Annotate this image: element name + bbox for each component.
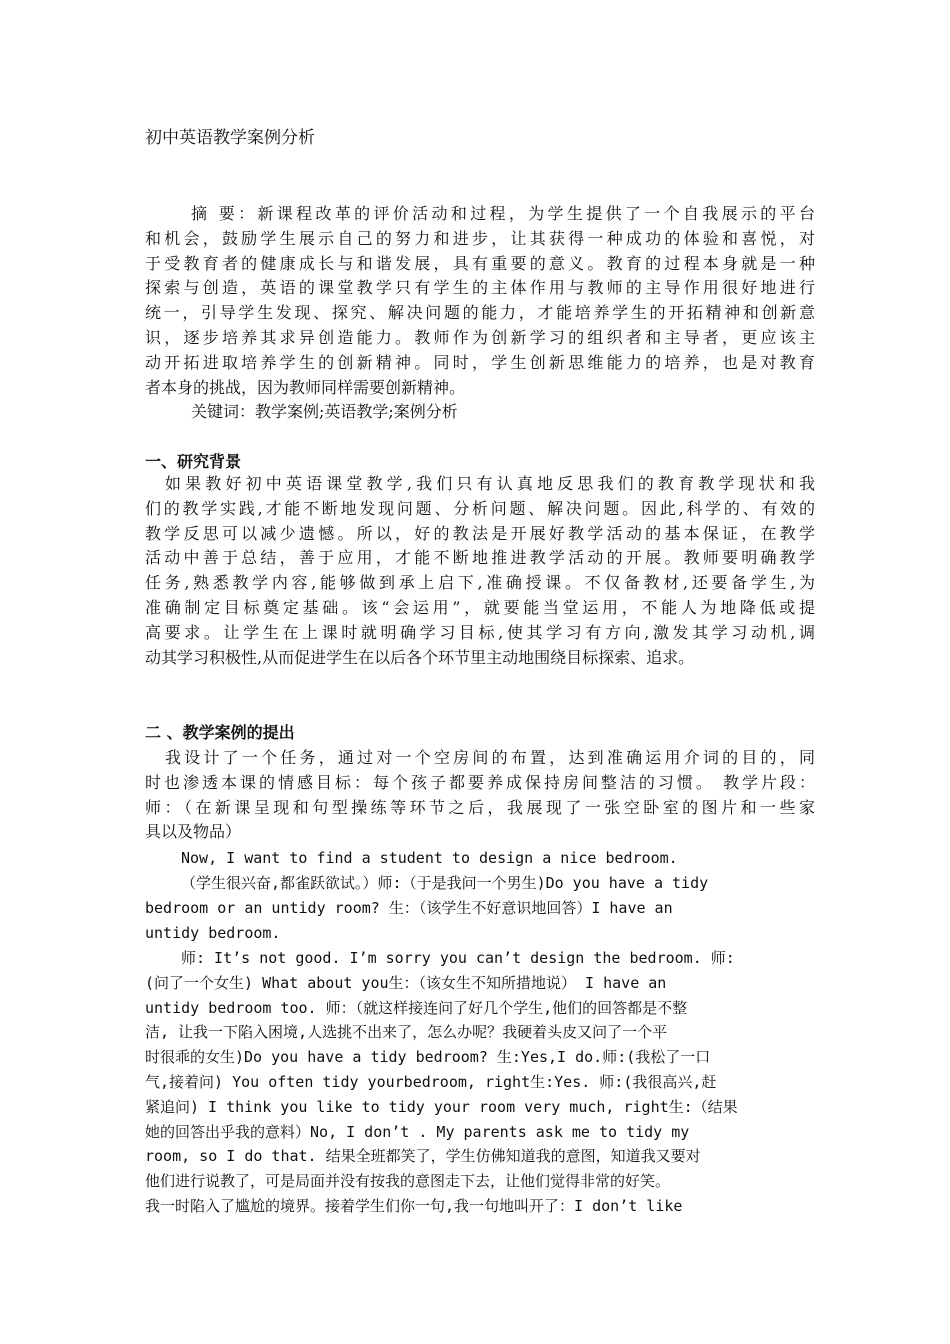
abstract-line: 识，逐步培养其求异创造能力。教师作为创新学习的组织者和主导者，更应该主	[145, 327, 815, 347]
abstract-line: 动开拓进取培养学生的创新精神。同时，学生创新思维能力的培养，也是对教育	[145, 352, 815, 372]
paragraph-line: 如果教好初中英语课堂教学,我们只有认真地反思我们的教育教学现状和我	[165, 474, 815, 493]
dialogue-line: room, so I do that. 结果全班都笑了，学生仿佛知道我的意图，知道我又要对	[145, 1147, 701, 1166]
paragraph-line: 时也渗透本课的情感目标：每个孩子都要养成保持房间整洁的习惯。 教学片段：	[145, 772, 815, 792]
dialogue-line: 她的回答出乎我的意料）No, I don’t . My parents ask me to tidy my	[145, 1122, 690, 1141]
paragraph-line: 动其学习积极性,从而促进学生在以后各个环节里主动地围绕目标探索、追求。	[145, 647, 695, 667]
abstract-line: 于受教育者的健康成长与和谐发展，具有重要的意义。教育的过程本身就是一种	[145, 253, 815, 273]
document-title: 初中英语教学案例分析	[145, 128, 315, 148]
paragraph-line: 教学反思可以减少遗憾。所以，好的教法是开展好教学活动的基本保证，在教学	[145, 523, 815, 543]
paragraph-line: 具以及物品）	[145, 822, 242, 842]
abstract-line: 统一，引导学生发现、探究、解决问题的能力，才能培养学生的开拓精神和创新意	[145, 303, 815, 323]
section-heading-case: 二 、教学案例的提出	[145, 723, 295, 742]
dialogue-paragraph	[145, 846, 815, 871]
dialogue-paragraph	[145, 946, 815, 1219]
section-heading-background: 一、研究背景	[145, 452, 242, 471]
abstract-paragraph	[145, 202, 815, 425]
keywords-line: 关键词：教学案例;英语教学;案例分析	[191, 402, 458, 422]
dialogue-line: 气,接着问) You often tidy yourbedroom, right生:Yes. 师:(我很高兴,赶	[145, 1072, 717, 1091]
case-intro-paragraph	[145, 746, 815, 845]
paragraph-line: 准确制定目标奠定基础。该“会运用”，就要能当堂运用，不能人为地降低或提	[145, 597, 815, 617]
abstract-line: 探索与创造，英语的课堂教学只有学生的主体作用与教师的主导作用很好地进行	[145, 278, 815, 298]
dialogue-line: 师: It’s not good. I’m sorry you can’t design the bedroom. 师:	[181, 949, 735, 967]
dialogue-line: 他们进行说教了，可是局面并没有按我的意图走下去，让他们觉得非常的好笑。	[145, 1172, 671, 1191]
dialogue-line: 我一时陷入了尴尬的境界。接着学生们你一句,我一句地叫开了：I don’t like	[145, 1196, 683, 1215]
dialogue-line: untidy bedroom too. 师：（就这样接连问了好几个学生,他们的回答都是不整	[145, 998, 688, 1017]
dialogue-line: 紧追问) I think you like to tidy your room very much, right生:（结果	[145, 1097, 738, 1116]
dialogue-paragraph	[145, 871, 815, 945]
paragraph-line: 活动中善于总结，善于应用，才能不断地推进教学活动的开展。教师要明确教学	[145, 548, 815, 568]
dialogue-line: 洁, 让我一下陷入困境,人选挑不出来了，怎么办呢？我硬着头皮又问了一个平	[145, 1023, 668, 1042]
dialogue-line: 时很乖的女生)Do you have a tidy bedroom? 生:Yes,I do.师:(我松了一口	[145, 1048, 711, 1067]
dialogue-line: (问了一个女生) What about you生：（该女生不知所措地说） I have an	[145, 973, 667, 992]
background-paragraph	[145, 472, 815, 670]
dialogue-line: bedroom or an untidy room? 生：（该学生不好意识地回答）I have an	[145, 898, 673, 917]
abstract-line: 摘 要：新课程改革的评价活动和过程，为学生提供了一个自我展示的平台	[191, 204, 815, 223]
paragraph-line: 师：（在新课呈现和句型操练等环节之后，我展现了一张空卧室的图片和一些家	[145, 797, 815, 817]
paragraph-line: 高要求。让学生在上课时就明确学习目标,使其学习有方向,激发其学习动机,调	[145, 622, 815, 642]
dialogue-line: Now, I want to find a student to design a nice bedroom.	[181, 849, 678, 867]
paragraph-line: 们的教学实践,才能不断地发现问题、分析问题、解决问题。因此,科学的、有效的	[145, 498, 815, 518]
dialogue-line: untidy bedroom.	[145, 923, 281, 942]
abstract-line: 者本身的挑战，因为教师同样需要创新精神。	[145, 377, 466, 397]
abstract-line: 和机会，鼓励学生展示自己的努力和进步，让其获得一种成功的体验和喜悦，对	[145, 228, 815, 248]
dialogue-line: （学生很兴奋,都雀跃欲试。）师:（于是我问一个男生)Do you have a tidy	[181, 874, 709, 892]
paragraph-line: 任务,熟悉教学内容,能够做到承上启下,准确授课。不仅备教材,还要备学生,为	[145, 573, 815, 593]
paragraph-line: 我设计了一个任务，通过对一个空房间的布置，达到准确运用介词的目的，同	[165, 748, 815, 767]
